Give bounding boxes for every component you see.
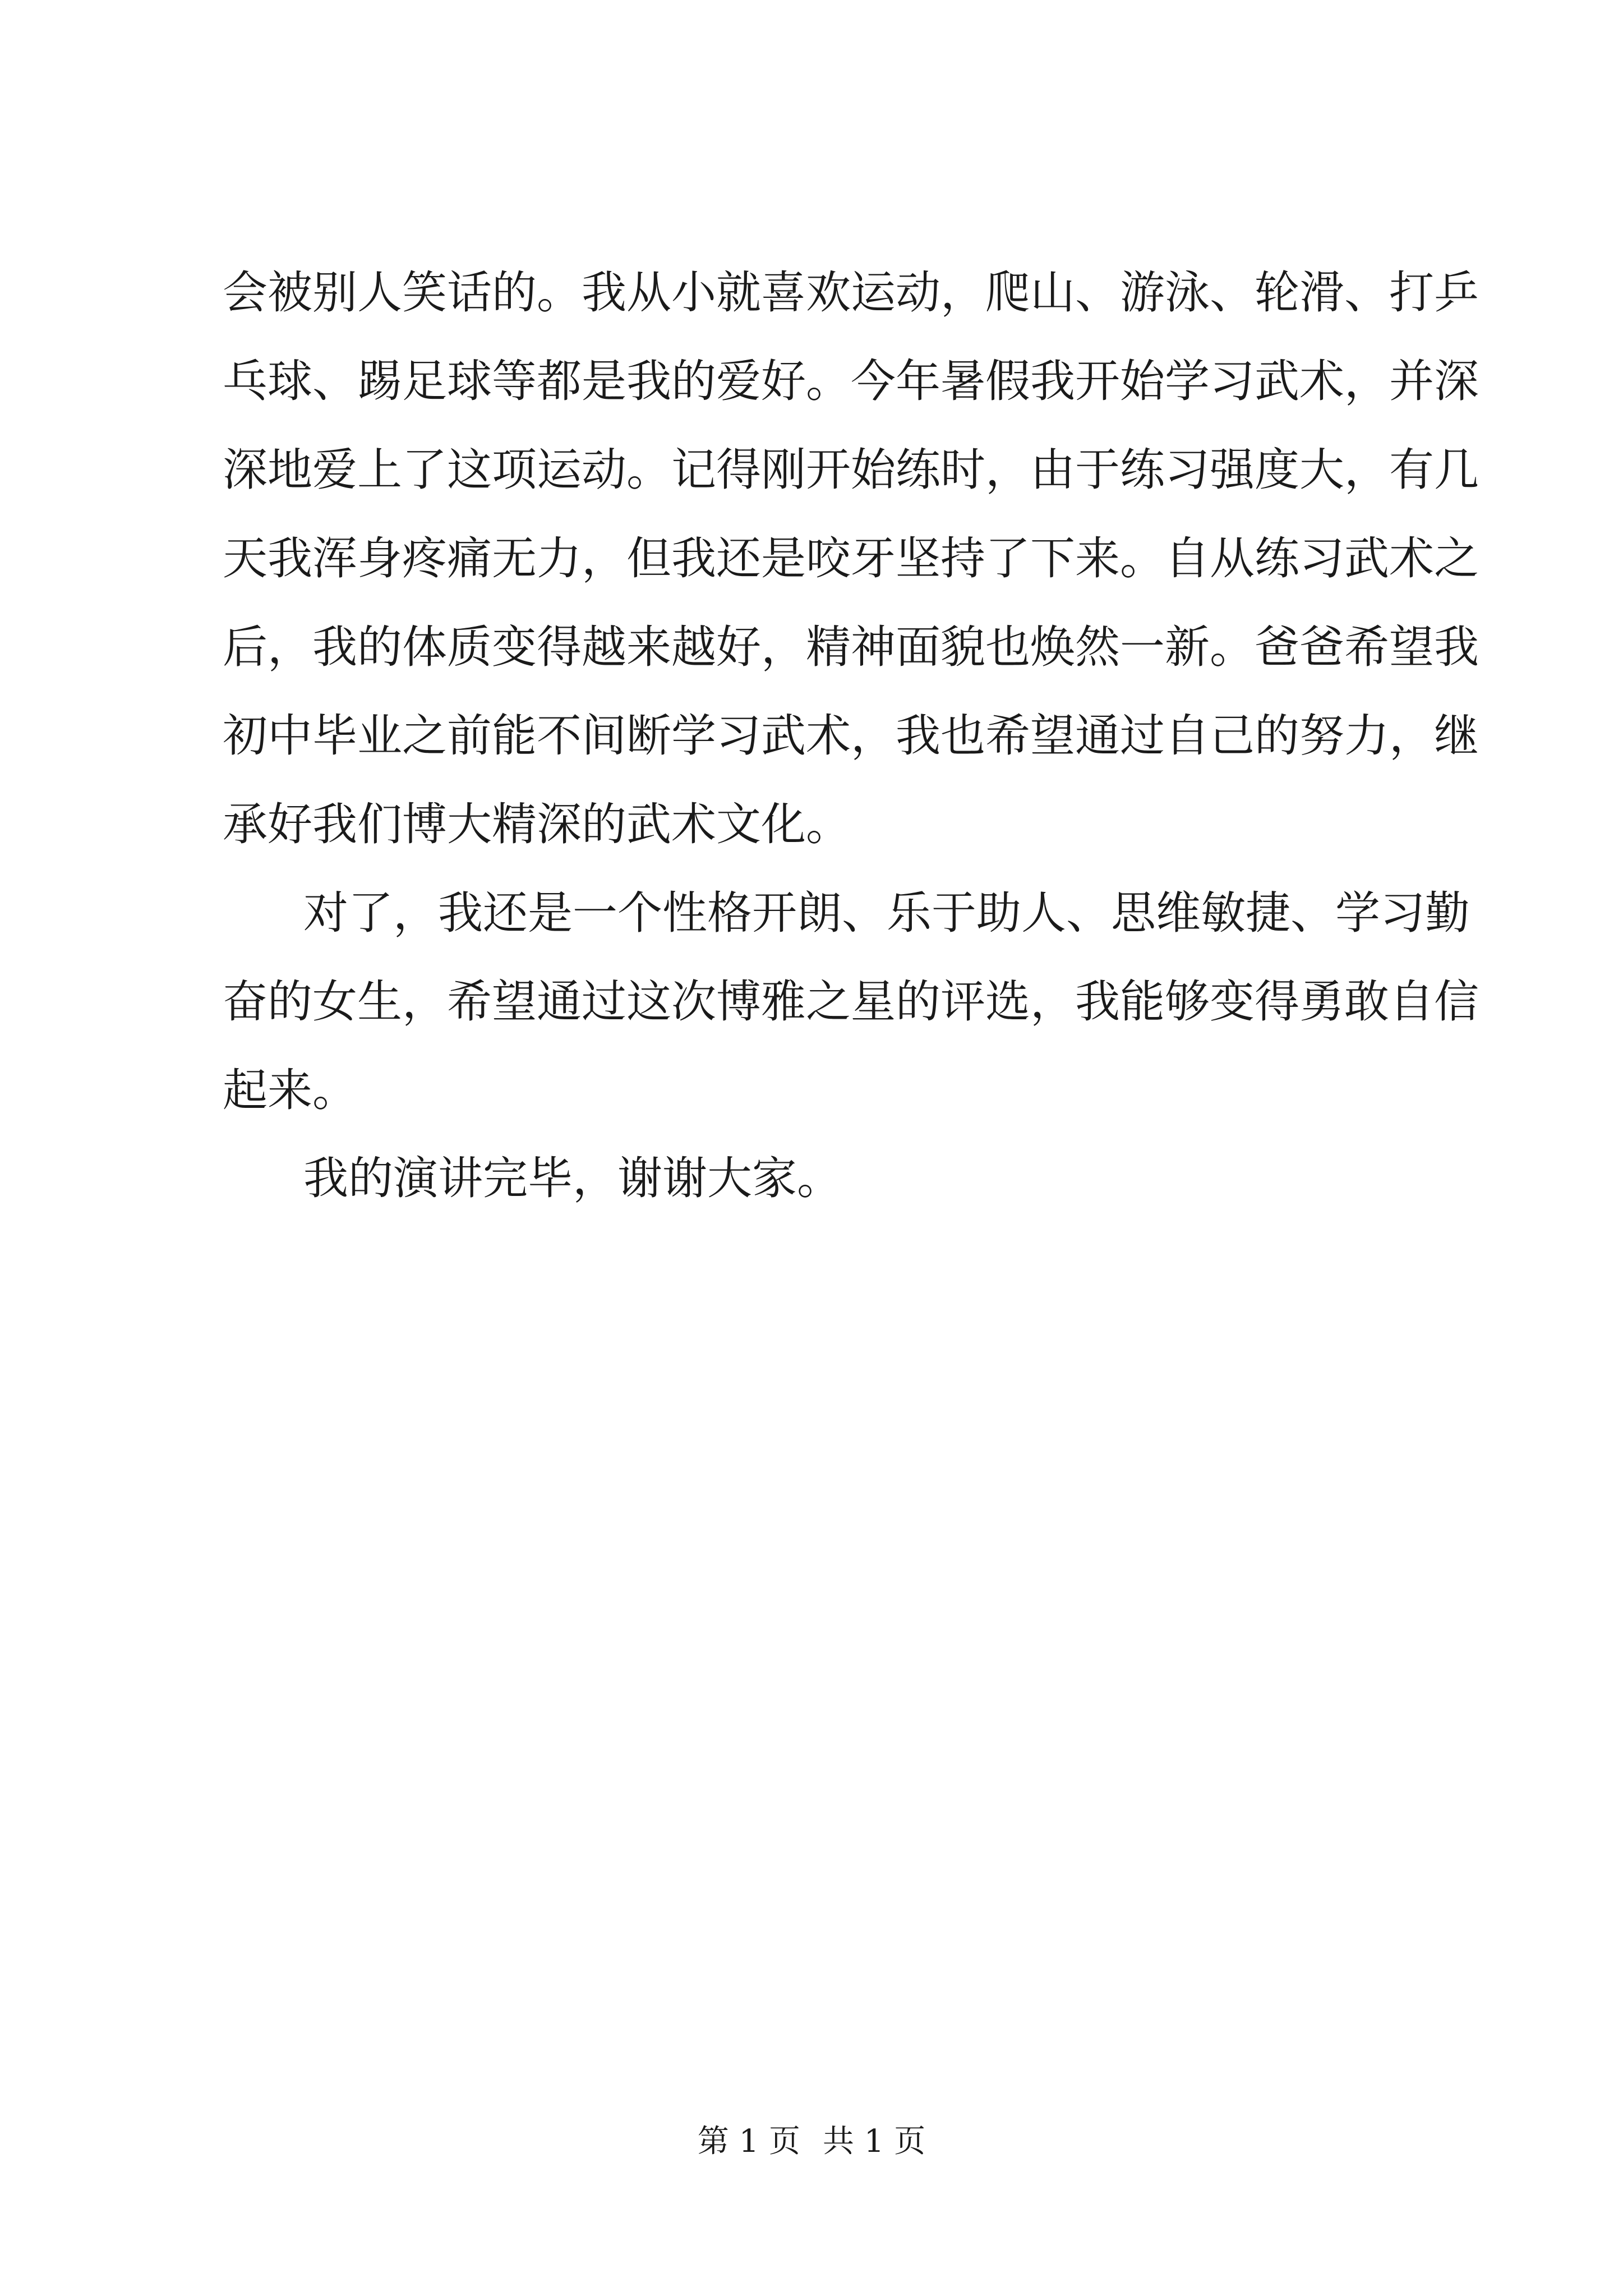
body-text-line: 初中毕业之前能不间断学习武术，我也希望通过自己的努力，继 bbox=[223, 710, 1479, 762]
body-text-line: 深地爱上了这项运动。记得刚开始练时，由于练习强度大，有几 bbox=[223, 444, 1479, 496]
body-text-line: 奋的女生，希望通过这次博雅之星的评选，我能够变得勇敢自信 bbox=[223, 976, 1479, 1028]
total-pages-label: 共 1 页 bbox=[823, 2123, 926, 2160]
body-text-line: 我的演讲完毕，谢谢大家。 bbox=[303, 1152, 842, 1204]
page-footer bbox=[0, 2123, 1623, 2160]
body-text-line: 乓球、踢足球等都是我的爱好。今年暑假我开始学习武术，并深 bbox=[223, 355, 1479, 407]
body-text-line: 会被别人笑话的。我从小就喜欢运动，爬山、游泳、轮滑、打乒 bbox=[223, 266, 1479, 319]
body-text-line: 后，我的体质变得越来越好，精神面貌也焕然一新。爸爸希望我 bbox=[223, 621, 1479, 673]
body-text-line: 承好我们博大精深的武术文化。 bbox=[223, 798, 851, 850]
body-text-line: 对了，我还是一个性格开朗、乐于助人、思维敏捷、学习勤 bbox=[303, 887, 1470, 939]
body-text-line: 天我浑身疼痛无力，但我还是咬牙坚持了下来。自从练习武术之 bbox=[223, 532, 1479, 585]
body-text-line: 起来。 bbox=[223, 1064, 357, 1116]
page-number-label: 第 1 页 bbox=[697, 2123, 800, 2160]
